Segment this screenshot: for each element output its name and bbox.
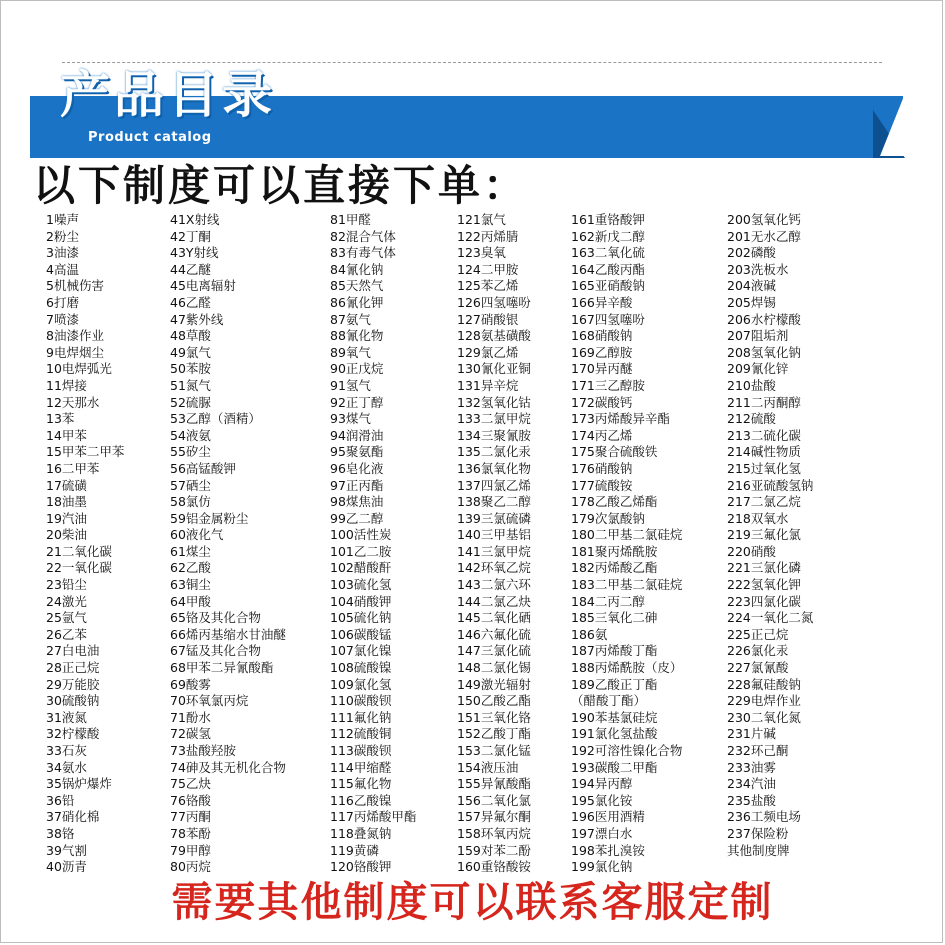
catalog-item: 120铬酸钾 <box>330 859 392 875</box>
catalog-item: 61煤尘 <box>170 543 211 559</box>
catalog-item: 60液化气 <box>170 527 224 543</box>
catalog-item: 147三氯化硫 <box>457 643 531 659</box>
catalog-item: 52硫脲 <box>170 394 211 410</box>
catalog-item: 98煤焦油 <box>330 494 384 510</box>
catalog-item: 163二氧化硫 <box>571 245 645 261</box>
catalog-item: 185三氧化二砷 <box>571 610 658 626</box>
catalog-item: 73盐酸羟胺 <box>170 743 236 758</box>
catalog-item: 119黄磷 <box>330 842 379 858</box>
product-columns <box>0 212 945 875</box>
catalog-item: 1噪声 <box>46 212 79 227</box>
catalog-item: 202磷酸 <box>727 245 776 261</box>
catalog-item: 24激光 <box>46 593 87 609</box>
catalog-item: 188丙烯酰胺（皮） <box>571 660 683 676</box>
catalog-item: 65铬及其化合物 <box>170 610 261 626</box>
catalog-item: 191氯化氢盐酸 <box>571 726 658 742</box>
catalog-item: 17硫磺 <box>46 477 87 493</box>
catalog-item: 145二氧化硒 <box>457 610 531 626</box>
footer-contact-note: 需要其他制度可以联系客服定制 <box>171 878 774 926</box>
catalog-item: 166异辛酸 <box>571 294 633 310</box>
catalog-item: 171三乙醇胺 <box>571 377 645 393</box>
catalog-item: 101乙二胺 <box>330 543 392 559</box>
catalog-item: 45电离辐射 <box>170 278 236 294</box>
catalog-item: 135二氯化汞 <box>457 444 531 460</box>
catalog-item: 232环己酮 <box>727 743 789 758</box>
catalog-item: 139三氯硫磷 <box>457 510 531 526</box>
catalog-item: 105硫化钠 <box>330 610 392 626</box>
catalog-item: 128氨基磺酸 <box>457 328 531 344</box>
catalog-item: 141三氯甲烷 <box>457 543 531 559</box>
catalog-item: 70环氧氯丙烷 <box>170 693 249 709</box>
catalog-item: 115氟化物 <box>330 776 392 792</box>
catalog-item: 107氯化镍 <box>330 643 392 659</box>
catalog-item: 220硝酸 <box>727 543 776 559</box>
catalog-item: 231片碱 <box>727 726 776 742</box>
catalog-item: 111氟化钠 <box>330 709 392 725</box>
catalog-item: 153二氯化锰 <box>457 743 531 758</box>
product-column-4 <box>457 212 531 876</box>
catalog-item: 71酚水 <box>170 709 211 725</box>
catalog-item: 138聚乙二醇 <box>457 494 531 510</box>
catalog-item: 29万能胶 <box>46 676 100 692</box>
catalog-item: 82混合气体 <box>330 228 396 244</box>
catalog-item: 62乙酸 <box>170 560 211 576</box>
catalog-item: 95聚氨酯 <box>330 444 384 460</box>
catalog-item: 11焊接 <box>46 377 87 393</box>
catalog-item: 2粉尘 <box>46 228 79 244</box>
catalog-item: 97正丙酯 <box>330 477 384 493</box>
catalog-item: 209氰化锌 <box>727 361 789 377</box>
catalog-item: 19汽油 <box>46 510 87 526</box>
catalog-item: 122丙烯腈 <box>457 228 519 244</box>
catalog-item: 44乙醚 <box>170 261 211 277</box>
catalog-item: 217二氯乙烷 <box>727 494 801 510</box>
catalog-item: 218双氧水 <box>727 510 789 526</box>
catalog-item: 36铅 <box>46 792 75 808</box>
catalog-item: 13苯 <box>46 411 75 427</box>
catalog-item: 146六氟化硫 <box>457 626 531 642</box>
catalog-item: 66烯丙基缩水甘油醚 <box>170 626 286 642</box>
catalog-item: 158环氧丙烷 <box>457 825 531 841</box>
catalog-item: 155异氰酸酯 <box>457 776 531 792</box>
product-column-6 <box>727 212 813 859</box>
catalog-item: 219三氟化氯 <box>727 527 801 543</box>
catalog-item: 23铅尘 <box>46 577 87 593</box>
catalog-item: 223四氯化碳 <box>727 593 801 609</box>
catalog-item: 100活性炭 <box>330 527 392 543</box>
catalog-item: 59铝金属粉尘 <box>170 510 249 526</box>
catalog-item: 58氯仿 <box>170 494 211 510</box>
catalog-item: 237保险粉 <box>727 825 789 841</box>
catalog-item: 196医用酒精 <box>571 809 645 825</box>
catalog-item: 131异辛烷 <box>457 377 519 393</box>
catalog-item: 150乙酸乙酯 <box>457 693 531 709</box>
catalog-item: 114甲缩醛 <box>330 759 392 775</box>
catalog-item: 72碳氢 <box>170 726 211 742</box>
catalog-item: 94润滑油 <box>330 427 384 443</box>
order-heading: 以下制度可以直接下单： <box>33 161 529 210</box>
catalog-item: 92正丁醇 <box>330 394 384 410</box>
catalog-item: 53乙醇（酒精） <box>170 411 261 427</box>
catalog-item: 42丁酮 <box>170 228 211 244</box>
catalog-item: 99乙二醇 <box>330 510 384 526</box>
catalog-item: 157异氟尔酮 <box>457 809 531 825</box>
catalog-item: 7喷漆 <box>46 311 79 327</box>
catalog-item: 224一氧化二氮 <box>727 610 814 626</box>
catalog-item: 152乙酸丁酯 <box>457 726 531 742</box>
catalog-item: 31液氮 <box>46 709 87 725</box>
catalog-item: 113碳酸钡 <box>330 743 392 758</box>
catalog-item: 3油漆 <box>46 245 79 261</box>
catalog-item: 148二氯化锡 <box>457 660 531 676</box>
catalog-item: 133二氯甲烷 <box>457 411 531 427</box>
catalog-item: 30硫酸钠 <box>46 693 100 709</box>
catalog-item: 137四氯乙烯 <box>457 477 531 493</box>
catalog-item: 57硒尘 <box>170 477 211 493</box>
catalog-item: 210盐酸 <box>727 377 776 393</box>
catalog-item: 38铬 <box>46 825 75 841</box>
catalog-item: 33石灰 <box>46 743 87 758</box>
catalog-item: 88氰化物 <box>330 328 384 344</box>
catalog-item: 211二丙酮醇 <box>727 394 801 410</box>
catalog-item: 26乙苯 <box>46 626 87 642</box>
catalog-item: 149激光辐射 <box>457 676 531 692</box>
catalog-item: 108硫酸镍 <box>330 660 392 676</box>
catalog-item: 104硝酸钾 <box>330 593 392 609</box>
catalog-item: 28正己烷 <box>46 660 100 676</box>
catalog-item: 69酸雾 <box>170 676 211 692</box>
catalog-item: 199氯化钠 <box>571 859 633 875</box>
catalog-item: 200氢氧化钙 <box>727 212 801 227</box>
catalog-item: 144二氯乙炔 <box>457 593 531 609</box>
catalog-item: 234汽油 <box>727 776 776 792</box>
dotted-divider <box>62 62 882 63</box>
catalog-item: 227氯氰酸 <box>727 660 789 676</box>
catalog-item: 207阻垢剂 <box>727 328 789 344</box>
catalog-item: 174丙乙烯 <box>571 427 633 443</box>
catalog-item: 197漂白水 <box>571 825 633 841</box>
catalog-item: 79甲醇 <box>170 842 211 858</box>
catalog-item: 21二氧化碳 <box>46 543 112 559</box>
catalog-item: 67锰及其化合物 <box>170 643 261 659</box>
catalog-item: 14甲苯 <box>46 427 87 443</box>
catalog-item: 172碳酸钙 <box>571 394 633 410</box>
catalog-item: 47紫外线 <box>170 311 224 327</box>
catalog-item: 130氰化亚铜 <box>457 361 531 377</box>
catalog-item: 189乙酸正丁酯 <box>571 676 658 692</box>
catalog-item: 159对苯二酚 <box>457 842 531 858</box>
catalog-item: 177硫酸铵 <box>571 477 633 493</box>
catalog-item: 12天那水 <box>46 394 100 410</box>
catalog-item: 212硫酸 <box>727 411 776 427</box>
catalog-item: 173丙烯酸异辛酯 <box>571 411 670 427</box>
catalog-item: 184二丙二醇 <box>571 593 645 609</box>
catalog-item: 15甲苯二甲苯 <box>46 444 125 460</box>
catalog-item: 236工频电场 <box>727 809 801 825</box>
catalog-subtitle: Product catalog <box>88 130 212 145</box>
catalog-item: 187丙烯酸丁酯 <box>571 643 658 659</box>
catalog-item: 22一氧化碳 <box>46 560 112 576</box>
catalog-item: 213二硫化碳 <box>727 427 801 443</box>
catalog-item: 180二甲基二氯硅烷 <box>571 527 683 543</box>
catalog-item: 63铜尘 <box>170 577 211 593</box>
catalog-item: 221三氯化磷 <box>727 560 801 576</box>
catalog-item: 106碳酸锰 <box>330 626 392 642</box>
catalog-item: 129氯乙烯 <box>457 344 519 360</box>
catalog-item: 164乙酸丙酯 <box>571 261 645 277</box>
catalog-item: 125苯乙烯 <box>457 278 519 294</box>
catalog-item: 86氰化钾 <box>330 294 384 310</box>
catalog-item: 225正己烷 <box>727 626 789 642</box>
catalog-item: 123臭氧 <box>457 245 506 261</box>
catalog-item: 87氨气 <box>330 311 371 327</box>
catalog-item: 93煤气 <box>330 411 371 427</box>
catalog-item: 182丙烯酸乙酯 <box>571 560 658 576</box>
catalog-item: 156二氧化氯 <box>457 792 531 808</box>
catalog-item: 132氢氧化钴 <box>457 394 531 410</box>
catalog-item: 49氯气 <box>170 344 211 360</box>
catalog-item: 50苯胺 <box>170 361 211 377</box>
catalog-item: 56高锰酸钾 <box>170 460 236 476</box>
catalog-item: 55矽尘 <box>170 444 211 460</box>
catalog-item: 112硫酸铜 <box>330 726 392 742</box>
catalog-item: 110碳酸钡 <box>330 693 392 709</box>
catalog-item: 229电焊作业 <box>727 693 801 709</box>
catalog-item: 48草酸 <box>170 328 211 344</box>
catalog-item: 142环氧乙烷 <box>457 560 531 576</box>
catalog-item: 91氢气 <box>330 377 371 393</box>
catalog-item: 203洗板水 <box>727 261 789 277</box>
catalog-item: 78苯酚 <box>170 825 211 841</box>
product-column-3 <box>330 212 416 876</box>
catalog-item: 118叠氮钠 <box>330 825 392 841</box>
catalog-item: 168硝酸钠 <box>571 328 633 344</box>
catalog-item: 5机械伤害 <box>46 278 104 294</box>
catalog-item: 10电焊弧光 <box>46 361 112 377</box>
catalog-item: （醋酸丁酯） <box>571 693 647 709</box>
catalog-item: 81甲醛 <box>330 212 371 227</box>
catalog-item: 37硝化棉 <box>46 809 100 825</box>
catalog-item: 134三聚氰胺 <box>457 427 531 443</box>
catalog-item: 6打磨 <box>46 294 79 310</box>
catalog-item: 84氰化钠 <box>330 261 384 277</box>
catalog-item: 27白电油 <box>46 643 100 659</box>
catalog-item: 175聚合硫酸铁 <box>571 444 658 460</box>
catalog-item: 76铬酸 <box>170 792 211 808</box>
catalog-item: 9电焊烟尘 <box>46 344 104 360</box>
catalog-item: 190苯基氯硅烷 <box>571 709 658 725</box>
catalog-item: 216亚硫酸氢钠 <box>727 477 814 493</box>
catalog-item: 102醋酸酐 <box>330 560 392 576</box>
catalog-item: 43Y射线 <box>170 245 219 261</box>
catalog-item: 136氯氧化物 <box>457 460 531 476</box>
catalog-item: 35锅炉爆炸 <box>46 776 112 792</box>
catalog-item: 74砷及其无机化合物 <box>170 759 286 775</box>
catalog-item: 25氩气 <box>46 610 87 626</box>
catalog-item: 34氨水 <box>46 759 87 775</box>
catalog-item: 80丙烷 <box>170 859 211 875</box>
catalog-item: 181聚丙烯酰胺 <box>571 543 658 559</box>
catalog-item: 205焊锡 <box>727 294 776 310</box>
catalog-item: 116乙酸镍 <box>330 792 392 808</box>
product-column-5 <box>571 212 682 876</box>
catalog-item: 169乙醇胺 <box>571 344 633 360</box>
catalog-item: 40沥青 <box>46 859 87 875</box>
catalog-item: 160重铬酸铵 <box>457 859 531 875</box>
catalog-item: 179次氯酸钠 <box>571 510 645 526</box>
catalog-item: 103硫化氢 <box>330 577 392 593</box>
catalog-item: 4高温 <box>46 261 79 277</box>
catalog-item: 165亚硝酸钠 <box>571 278 645 294</box>
catalog-item: 162新戊二醇 <box>571 228 645 244</box>
catalog-item: 178乙酸乙烯酯 <box>571 494 658 510</box>
catalog-item: 198苯扎溴铵 <box>571 842 645 858</box>
catalog-item: 228氟硅酸钠 <box>727 676 801 692</box>
catalog-item: 201无水乙醇 <box>727 228 801 244</box>
catalog-item: 20柴油 <box>46 527 87 543</box>
catalog-item: 235盐酸 <box>727 792 776 808</box>
catalog-item: 183二甲基二氯硅烷 <box>571 577 683 593</box>
catalog-item: 215过氧化氢 <box>727 460 801 476</box>
catalog-item: 121氯气 <box>457 212 506 227</box>
catalog-item: 140三甲基铝 <box>457 527 531 543</box>
catalog-item: 39气割 <box>46 842 87 858</box>
catalog-item: 16二甲苯 <box>46 460 100 476</box>
catalog-item: 89氧气 <box>330 344 371 360</box>
catalog-item: 170异丙醚 <box>571 361 633 377</box>
catalog-item: 127硝酸银 <box>457 311 519 327</box>
catalog-item: 233油雾 <box>727 759 776 775</box>
catalog-item: 64甲酸 <box>170 593 211 609</box>
catalog-item: 54液氨 <box>170 427 211 443</box>
catalog-item: 126四氢噻吩 <box>457 294 531 310</box>
catalog-item: 124二甲胺 <box>457 261 519 277</box>
catalog-item: 68甲苯二异氰酸酯 <box>170 660 274 676</box>
catalog-item: 77丙酮 <box>170 809 211 825</box>
catalog-item: 186氨 <box>571 626 608 642</box>
catalog-item: 51氮气 <box>170 377 211 393</box>
catalog-item: 41X射线 <box>170 212 220 227</box>
catalog-item: 83有毒气体 <box>330 245 396 261</box>
catalog-item: 32柠檬酸 <box>46 726 100 742</box>
catalog-item: 208氢氧化钠 <box>727 344 801 360</box>
catalog-item: 167四氢噻吩 <box>571 311 645 327</box>
catalog-item: 46乙醛 <box>170 294 211 310</box>
catalog-item: 109氯化氢 <box>330 676 392 692</box>
catalog-item: 8油漆作业 <box>46 328 104 344</box>
catalog-item: 90正戊烷 <box>330 361 384 377</box>
catalog-item: 204液碱 <box>727 278 776 294</box>
catalog-title: 产品目录 <box>60 66 276 124</box>
catalog-item: 85天然气 <box>330 278 384 294</box>
catalog-item: 其他制度牌 <box>727 842 790 858</box>
product-column-1 <box>46 212 124 876</box>
catalog-item: 161重铬酸钾 <box>571 212 645 227</box>
catalog-item: 176硝酸钠 <box>571 460 633 476</box>
catalog-item: 226氯化汞 <box>727 643 789 659</box>
catalog-item: 192可溶性镍化合物 <box>571 743 683 758</box>
catalog-item: 222氢氧化钾 <box>727 577 801 593</box>
catalog-item: 154液压油 <box>457 759 519 775</box>
catalog-item: 206水柠檬酸 <box>727 311 801 327</box>
catalog-item: 193碳酸二甲酯 <box>571 759 658 775</box>
product-column-2 <box>170 212 286 876</box>
catalog-item: 117丙烯酸甲酯 <box>330 809 417 825</box>
catalog-item: 96皂化液 <box>330 460 384 476</box>
catalog-item: 195氯化铵 <box>571 792 633 808</box>
catalog-item: 230二氧化氮 <box>727 709 801 725</box>
catalog-item: 194异丙醇 <box>571 776 633 792</box>
catalog-item: 18油墨 <box>46 494 87 510</box>
catalog-item: 214碱性物质 <box>727 444 801 460</box>
catalog-item: 143二氯六环 <box>457 577 531 593</box>
catalog-item: 75乙炔 <box>170 776 211 792</box>
catalog-item: 151三氧化铬 <box>457 709 531 725</box>
